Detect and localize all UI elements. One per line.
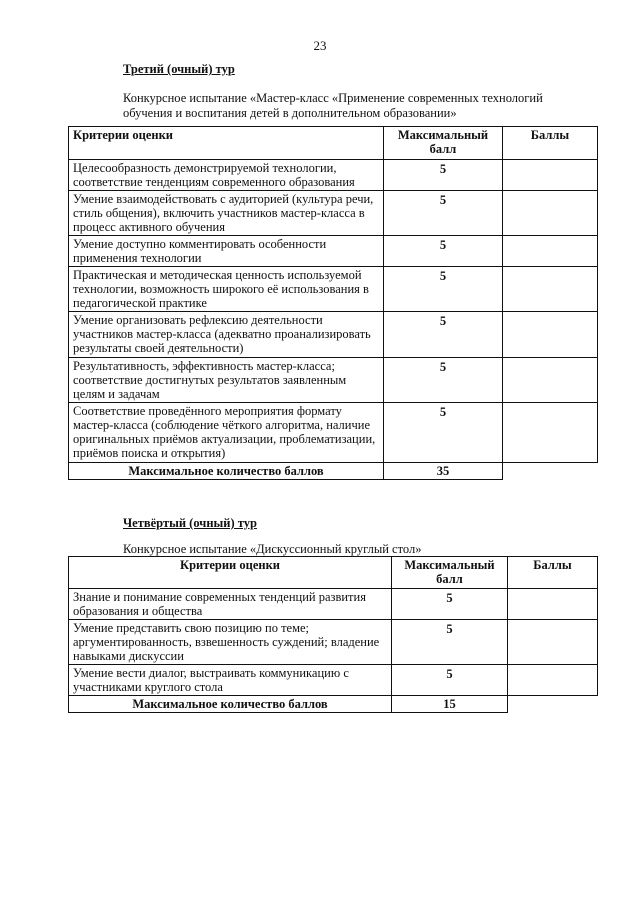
table-row: [69, 620, 598, 665]
tour3-intro: Конкурсное испытание «Мастер-класс «Применение современных технологий обучения и воспитания детей в дополнительном образовании»: [123, 91, 543, 120]
score-cell[interactable]: [503, 160, 598, 191]
criterion-cell: Умение вести диалог, выстраивать коммуникацию с участниками круглого стола: [69, 665, 392, 696]
criterion-cell: Знание и понимание современных тенденций развития образования и общества: [69, 589, 392, 620]
header-criteria: Критерии оценки: [69, 127, 384, 160]
max-score-cell: 5: [384, 312, 503, 358]
score-cell[interactable]: [508, 620, 598, 665]
score-cell[interactable]: [508, 665, 598, 696]
criterion-cell: Соответствие проведённого мероприятия формату мастер-класса (соблюдение чёткого алгоритма, наличие оригинальных приёмов актуализации, проблематизации, приёмов поиска и открытия): [69, 403, 384, 463]
score-cell[interactable]: [503, 358, 598, 403]
total-row: [69, 463, 598, 480]
table-row: [69, 665, 598, 696]
score-cell[interactable]: [503, 191, 598, 236]
total-empty-cell: [503, 463, 598, 480]
table-header-row: [69, 127, 598, 160]
table-header-row: [69, 557, 598, 589]
tour4-criteria-table: [68, 556, 598, 713]
criterion-cell: Умение представить свою позицию по теме; аргументированность, взвешенность суждений; владение навыками дискуссии: [69, 620, 392, 665]
criterion-cell: Практическая и методическая ценность используемой технологии, возможность широкого её использования в педагогической практике: [69, 267, 384, 312]
total-label: Максимальное количество баллов: [69, 696, 392, 713]
table-row: [69, 312, 598, 358]
criterion-cell: Результативность, эффективность мастер-класса; соответствие достигнутых результатов заявленным целям и задачам: [69, 358, 384, 403]
table-row: [69, 589, 598, 620]
total-label: Максимальное количество баллов: [69, 463, 384, 480]
max-score-cell: 5: [384, 403, 503, 463]
table-row: [69, 267, 598, 312]
max-score-cell: 5: [384, 236, 503, 267]
table-row: [69, 358, 598, 403]
max-score-cell: 5: [392, 620, 508, 665]
tour4-intro: Конкурсное испытание «Дискуссионный круглый стол»: [123, 542, 422, 556]
max-score-cell: 5: [392, 665, 508, 696]
score-cell[interactable]: [503, 236, 598, 267]
page-number: 23: [313, 38, 327, 53]
criterion-cell: Умение организовать рефлексию деятельности участников мастер-класса (адекватно проанализировать результаты своей деятельности): [69, 312, 384, 358]
tour3-criteria-table: [68, 126, 598, 480]
total-empty-cell: [508, 696, 598, 713]
max-score-cell: 5: [392, 589, 508, 620]
total-value: 35: [384, 463, 503, 480]
table-row: [69, 191, 598, 236]
max-score-cell: 5: [384, 160, 503, 191]
header-max-score: Максимальный балл: [392, 557, 508, 589]
total-row: [69, 696, 598, 713]
score-cell[interactable]: [508, 589, 598, 620]
score-cell[interactable]: [503, 312, 598, 358]
max-score-cell: 5: [384, 267, 503, 312]
table-row: [69, 236, 598, 267]
max-score-cell: 5: [384, 191, 503, 236]
tour4-title: Четвёртый (очный) тур: [123, 516, 257, 530]
max-score-cell: 5: [384, 358, 503, 403]
header-score: Баллы: [508, 557, 598, 589]
total-value: 15: [392, 696, 508, 713]
table-row: [69, 160, 598, 191]
tour3-title: Третий (очный) тур: [123, 62, 235, 76]
criterion-cell: Умение доступно комментировать особенности применения технологии: [69, 236, 384, 267]
header-score: Баллы: [503, 127, 598, 160]
header-criteria: Критерии оценки: [69, 557, 392, 589]
header-max-score: Максимальный балл: [384, 127, 503, 160]
score-cell[interactable]: [503, 403, 598, 463]
score-cell[interactable]: [503, 267, 598, 312]
criterion-cell: Умение взаимодействовать с аудиторией (культура речи, стиль общения), включить участников мастер-класса в процесс активного обучения: [69, 191, 384, 236]
criterion-cell: Целесообразность демонстрируемой технологии, соответствие тенденциям современного образования: [69, 160, 384, 191]
table-row: [69, 403, 598, 463]
